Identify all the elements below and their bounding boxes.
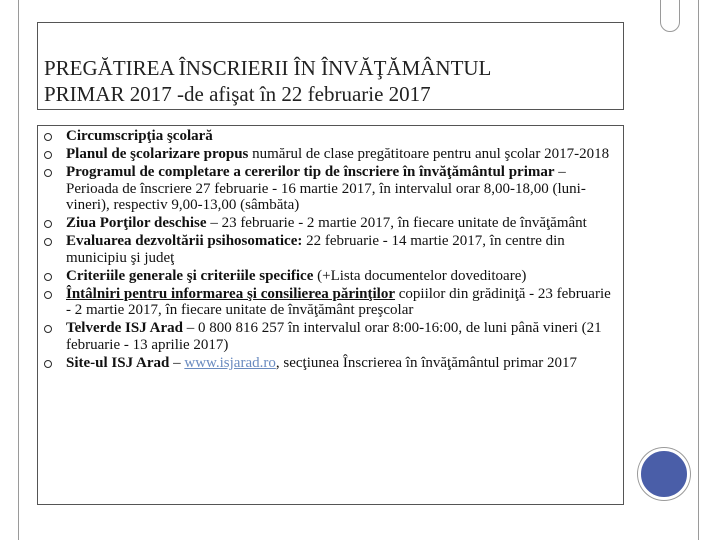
item-text: , secţiunea Înscrierea în învăţământul primar 2017	[275, 354, 578, 371]
list-item-planul	[38, 146, 623, 163]
bullet-circle-icon	[44, 291, 52, 299]
item-lead: Site-ul ISJ Arad	[66, 354, 170, 371]
item-lead: Circumscripţia şcolară	[66, 128, 213, 144]
bullet-circle-icon	[44, 169, 52, 177]
item-lead: Programul de completare a cererilor tip de înscriere în învăţământul primar	[66, 163, 555, 180]
bullet-circle-icon	[44, 325, 52, 333]
list-item-intalniri	[38, 286, 623, 319]
list-item-circumscriptia	[38, 128, 623, 145]
bullet-list	[38, 128, 623, 373]
item-lead: Întâlniri pentru informarea şi consilierea părinţilor	[66, 285, 396, 302]
item-text: copiilor din grădiniţă - 23 februarie - 2 martie 2017, în fiecare unitate de învăţământ preşcolar	[66, 285, 611, 319]
isj-arad-link[interactable]: www.isjarad.ro	[184, 354, 276, 371]
item-text: –	[169, 354, 185, 371]
list-item-site	[38, 355, 623, 372]
item-text: numărul de clase pregătitoare pentru anul şcolar 2017-2018	[248, 145, 610, 162]
list-item-programul	[38, 164, 623, 214]
item-lead: Criteriile generale şi criteriile specifice	[66, 267, 314, 284]
item-lead: Ziua Porţilor deschise	[66, 215, 207, 232]
bullet-circle-icon	[44, 151, 52, 159]
item-text: 22 februarie - 14 martie 2017, în centre din municipiu şi judeţ	[66, 233, 565, 266]
bullet-circle-icon	[44, 220, 52, 228]
item-lead: Planul de şcolarizare propus	[66, 145, 249, 162]
content-box	[37, 125, 624, 505]
item-lead: Evaluarea dezvoltării psihosomatice:	[66, 233, 303, 250]
bullet-circle-icon	[44, 133, 52, 141]
title-line-1: PREGĂTIREA ÎNSCRIERII ÎN ÎNVĂŢĂMÂNTUL	[44, 56, 492, 80]
title-line-2: PRIMAR 2017 -de afişat în 22 februarie 2017	[44, 82, 431, 106]
slide-title	[44, 55, 614, 107]
bullet-circle-icon	[44, 273, 52, 281]
bullet-circle-icon	[44, 360, 52, 368]
item-lead: Telverde ISJ Arad	[66, 320, 183, 337]
item-text: (+Lista documentelor doveditoare)	[313, 267, 527, 284]
list-item-evaluarea	[38, 233, 623, 266]
list-item-criteriile	[38, 268, 623, 285]
item-text: – 23 februarie - 2 martie 2017, în fiecare unitate de învăţământ	[206, 215, 587, 232]
item-text: – Perioada de înscriere 27 februarie - 16 martie 2017, în intervalul orar 8,00-18,00 (luni-vineri), respectiv 9,00-13,00 (sâmbăta)	[66, 163, 586, 214]
slide-left-border	[18, 0, 19, 540]
decorative-top-circle	[660, 0, 680, 32]
title-box	[37, 22, 624, 110]
bullet-circle-icon	[44, 238, 52, 246]
item-text: – 0 800 816 257 în intervalul orar 8:00-16:00, de luni până vineri (21 februarie - 13 aprilie 2017)	[66, 320, 602, 353]
list-item-telverde	[38, 320, 623, 353]
decorative-blue-circle	[638, 448, 690, 500]
slide-right-border	[698, 0, 699, 540]
list-item-ziua-portilor	[38, 215, 623, 232]
